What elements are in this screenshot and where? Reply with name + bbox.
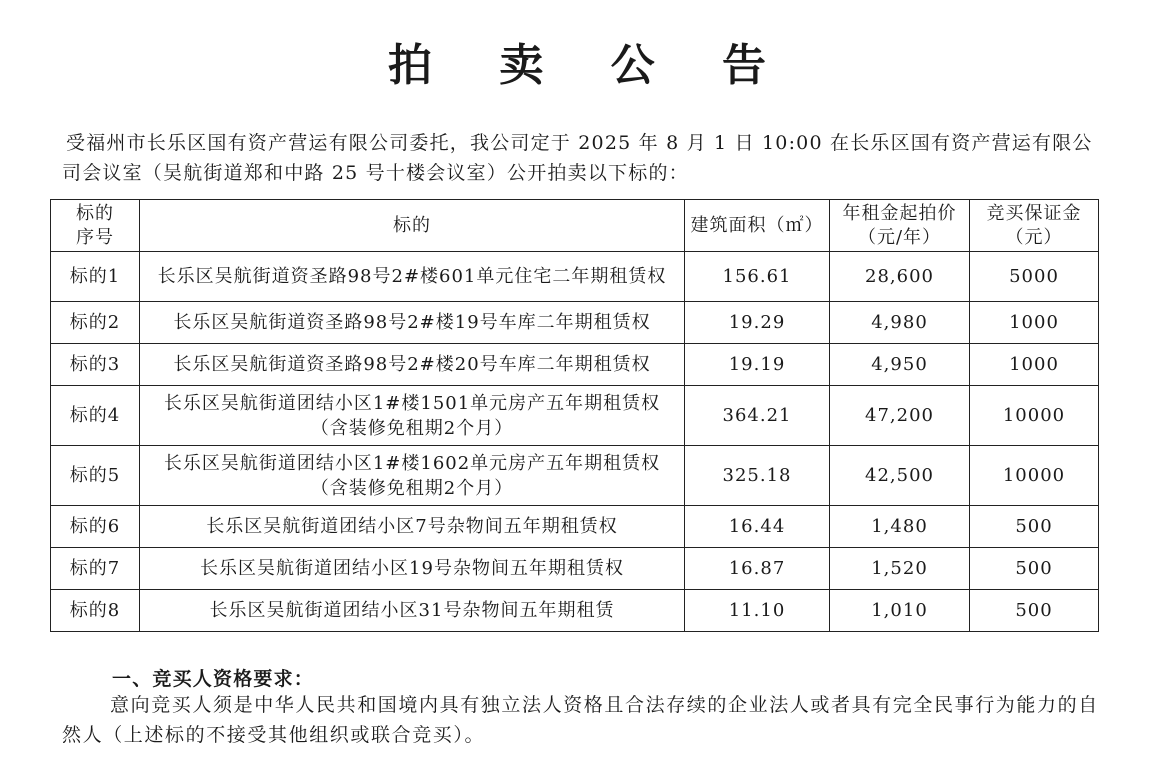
row-subject-note: （含装修免租期2个月） [310, 477, 514, 499]
table-row [51, 506, 1099, 548]
header-deposit-line1: 竞买保证金 [986, 202, 1082, 224]
header-seq [51, 200, 140, 252]
row-deposit: 1000 [970, 344, 1099, 386]
row-seq: 标的1 [51, 252, 140, 302]
header-seq-line1: 标的 [76, 202, 114, 224]
table-row [51, 590, 1099, 632]
row-area: 364.21 [685, 386, 830, 446]
row-area: 16.87 [685, 548, 830, 590]
row-seq: 标的2 [51, 302, 140, 344]
row-area: 19.19 [685, 344, 830, 386]
row-seq: 标的6 [51, 506, 140, 548]
row-subject [140, 446, 685, 506]
header-area: 建筑面积（㎡） [685, 200, 830, 252]
row-rent: 42,500 [830, 446, 970, 506]
row-rent: 28,600 [830, 252, 970, 302]
row-area: 156.61 [685, 252, 830, 302]
header-rent-line2: （元/年） [857, 226, 942, 248]
row-area: 11.10 [685, 590, 830, 632]
row-rent: 4,980 [830, 302, 970, 344]
row-rent: 1,520 [830, 548, 970, 590]
row-seq: 标的5 [51, 446, 140, 506]
row-area: 19.29 [685, 302, 830, 344]
row-area: 325.18 [685, 446, 830, 506]
row-subject: 长乐区吴航街道团结小区19号杂物间五年期租赁权 [140, 548, 685, 590]
row-deposit: 500 [970, 590, 1099, 632]
header-seq-line2: 序号 [76, 226, 114, 248]
header-rent [830, 200, 970, 252]
page-title: 拍 卖 公 告 [388, 40, 792, 91]
section-body-bidder-qualification: 意向竞买人须是中华人民共和国境内具有独立法人资格且合法存续的企业法人或者具有完全民事行为能力的自然人（上述标的不接受其他组织或联合竞买）。 [62, 694, 1099, 746]
table-row [51, 302, 1099, 344]
row-seq: 标的7 [51, 548, 140, 590]
row-deposit: 500 [970, 506, 1099, 548]
row-area: 16.44 [685, 506, 830, 548]
row-rent: 1,010 [830, 590, 970, 632]
row-deposit: 10000 [970, 446, 1099, 506]
row-rent: 1,480 [830, 506, 970, 548]
row-seq: 标的3 [51, 344, 140, 386]
row-subject-main: 长乐区吴航街道团结小区1#楼1602单元房产五年期租赁权 [163, 452, 661, 474]
row-seq: 标的8 [51, 590, 140, 632]
row-deposit: 500 [970, 548, 1099, 590]
intro-paragraph: 受福州市长乐区国有资产营运有限公司委托，我公司定于 2025 年 8 月 1 日 10:00 在长乐区国有资产营运有限公司会议室（吴航街道郑和中路 25 号十楼会议室）公开拍卖以下标的： [62, 132, 1093, 184]
row-subject: 长乐区吴航街道团结小区31号杂物间五年期租赁 [140, 590, 685, 632]
table-header-row [51, 200, 1099, 252]
row-subject-note: （含装修免租期2个月） [310, 417, 514, 439]
table-row [51, 252, 1099, 302]
table-row [51, 548, 1099, 590]
table-row [51, 344, 1099, 386]
row-rent: 47,200 [830, 386, 970, 446]
row-subject [140, 386, 685, 446]
row-subject: 长乐区吴航街道团结小区7号杂物间五年期租赁权 [140, 506, 685, 548]
section-heading-bidder-qualification: 一、竞买人资格要求： [112, 668, 315, 690]
row-seq: 标的4 [51, 386, 140, 446]
row-subject: 长乐区吴航街道资圣路98号2#楼19号车库二年期租赁权 [140, 302, 685, 344]
header-rent-line1: 年租金起拍价 [842, 202, 957, 224]
header-deposit-line2: （元） [1005, 226, 1063, 248]
table-row [51, 446, 1099, 506]
header-subject: 标的 [140, 200, 685, 252]
row-rent: 4,950 [830, 344, 970, 386]
auction-items-table [50, 199, 1099, 632]
row-subject: 长乐区吴航街道资圣路98号2#楼601单元住宅二年期租赁权 [140, 252, 685, 302]
table-row [51, 386, 1099, 446]
header-deposit [970, 200, 1099, 252]
row-subject: 长乐区吴航街道资圣路98号2#楼20号车库二年期租赁权 [140, 344, 685, 386]
row-deposit: 1000 [970, 302, 1099, 344]
row-subject-main: 长乐区吴航街道团结小区1#楼1501单元房产五年期租赁权 [163, 392, 661, 414]
row-deposit: 5000 [970, 252, 1099, 302]
row-deposit: 10000 [970, 386, 1099, 446]
